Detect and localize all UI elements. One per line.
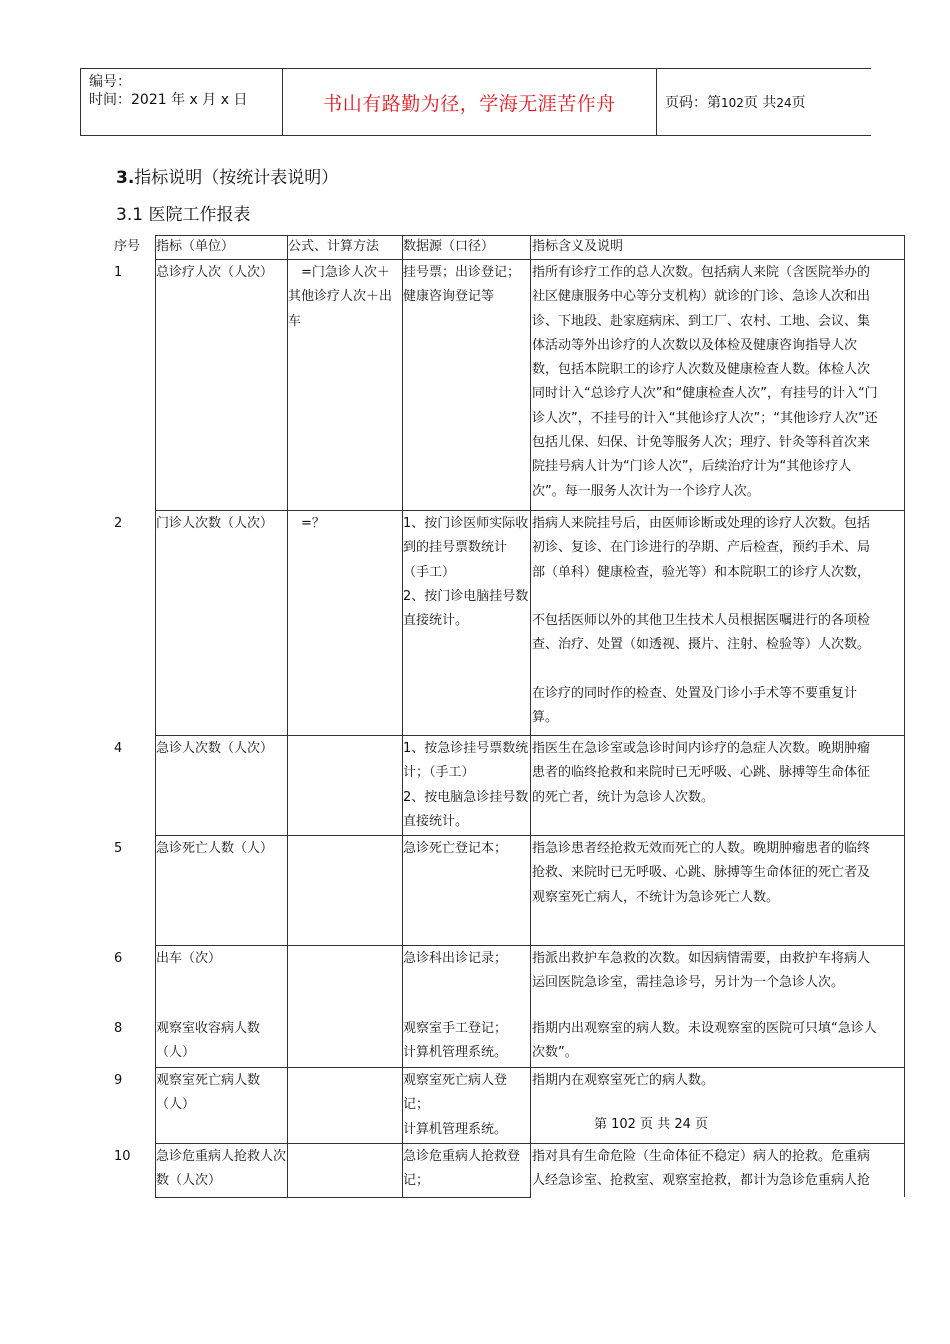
cell-indicator: 总诊疗人次（人次） [156,265,274,280]
section-title [116,163,338,188]
cell-no: 9 [114,1073,123,1088]
page-info [657,92,806,112]
page-number: 102 [721,96,744,110]
page-header [80,68,871,136]
grid-hline [155,1197,531,1198]
cell-no: 5 [114,841,123,856]
cell-indicator: 急诊人次数（人次） [156,741,274,756]
cell-indicator: 观察室死亡病人数 （人） [156,1073,261,1113]
grid-hline [155,259,904,260]
grid-vline [530,235,531,1197]
cell-source: 急诊死亡登记本； [403,841,508,856]
cell-no: 1 [114,265,123,280]
cell-desc: 指病人来院挂号后，由医师诊断或处理的诊疗人次数。包括 初诊、复诊、在门诊进行的孕期、产后检查，预约手术、局 部（单科）健康检查，验光等）和本院职工的诊疗人次数， 不包括医师以外的其他卫生技术人员根据医嘱进行的各项检 查、治疗、处置（如透视、摄片、注射、检验等）人次数。 在诊疗的同时作的检查、处置及门诊小手术等不要重复计 算。 [532,516,871,726]
cell-source: 挂号票；出诊登记； 健康咨询登记等 [403,265,521,305]
column-header: 指标含义及说明 [532,239,624,254]
cell-no: 2 [114,516,123,531]
cell-no: 10 [114,1149,131,1164]
header-meta [81,69,283,135]
cell-source: 观察室死亡病人登 记； 计算机管理系统。 [403,1073,508,1137]
cell-indicator: 出车（次） [156,951,222,966]
column-header: 序号 [114,239,141,254]
page-footer: 第 102 页 共 24 页 [594,1117,709,1132]
cell-indicator: 急诊危重病人抢救人次 数（人次） [156,1149,287,1189]
cell-desc: 指对具有生命危险（生命体征不稳定）病人的抢救。危重病 人经急诊室、抢救室、观察室抢救，都计为急诊危重病人抢 [532,1149,871,1189]
cell-source: 观察室手工登记； 计算机管理系统。 [403,1021,508,1061]
cell-source: 1、按门诊医师实际收 到的挂号票数统计 （手工） 2、按门诊电脑挂号数 直接统计。 [403,516,529,629]
section-title-text: 指标说明（按统计表说明） [134,168,339,188]
cell-desc: 指期内出观察室的病人数。未设观察室的医院可只填“急诊人 次数”。 [532,1021,877,1061]
cell-source: 1、按急诊挂号票数统 计；（手工） 2、按电脑急诊挂号数 直接统计。 [403,741,529,829]
grid-hline [155,735,904,736]
cell-indicator: 急诊死亡人数（人） [156,841,274,856]
cell-source: 急诊危重病人抢救登 记； [403,1149,521,1189]
cell-indicator: 门诊人次数（人次） [156,516,274,531]
subsection-title: 3.1 医院工作报表 [116,205,251,225]
page-suffix: 页 [791,95,806,111]
cell-desc: 指医生在急诊室或急诊时间内诊疗的急症人次数。晚期肿瘤 患者的临终抢救和来院时已无呼吸、心跳、脉搏等生命体征 的死亡者，统计为急诊人次数。 [532,741,871,805]
page-mid: 页 共 [743,95,777,111]
column-header: 指标（单位） [156,239,235,254]
cell-desc: 指急诊患者经抢救无效而死亡的人数。晚期肿瘤患者的临终 抢救、来院时已无呼吸、心跳、脉搏等生命体征的死亡者及 观察室死亡病人，不统计为急诊死亡人数。 [532,841,871,905]
grid-hline [155,510,904,511]
column-header: 公式、计算方法 [288,239,380,254]
page-prefix: 页码：第 [665,95,721,111]
cell-desc: 指所有诊疗工作的总人次数。包括病人来院（含医院举办的 社区健康服务中心等分支机构）就诊的门诊、急诊人次和出 诊、下地段、赴家庭病床、到工厂、农村、工地、会议、集 体活动等外出诊疗的人次数以及体检及健康咨询指导人次 数，包括本院职工的诊疗人次数及健康检查人数。体检人次 同时计入“总诊疗人次”和“健康检查人次”，有挂号的计入“门 诊人次”，不挂号的计入“其他诊疗人次”；“其他诊疗人次”还 包括儿保、妇保、计免等服务人次；理疗、针灸等科首次来 院挂号病人计为“门诊人次”，后续治疗计为“其他诊疗人 次”。每一服务人次计为一个诊疗人次。 [532,265,878,499]
section-number: 3. [116,168,135,188]
cell-formula: =？ [288,516,325,531]
cell-desc: 指派出救护车急救的次数。如因病情需要，由救护车将病人 运回医院急诊室，需挂急诊号，另计为一个急诊人次。 [532,951,871,991]
page-total: 24 [776,96,792,110]
grid-vline [402,235,403,1197]
grid-hline [155,1143,904,1144]
grid-vline [904,235,905,1197]
cell-no: 6 [114,951,123,966]
grid-hline [155,235,904,236]
cell-source: 急诊科出诊记录； [403,951,508,966]
grid-vline [287,235,288,1197]
grid-vline [155,235,156,1197]
cell-no: 4 [114,741,123,756]
header-motto-cell [283,69,657,135]
number-label: 编号： [89,74,131,90]
header-page-cell [657,69,871,135]
grid-hline [155,835,904,836]
cell-indicator: 观察室收容病人数 （人） [156,1021,261,1061]
grid-hline [155,1067,904,1068]
cell-formula: =门急诊人次＋ 其他诊疗人次＋出 车 [288,265,393,329]
grid-hline [155,945,904,946]
motto: 书山有路勤为径，学海无涯苦作舟 [323,92,616,115]
cell-no: 8 [114,1021,123,1036]
column-header: 数据源（口径） [403,239,495,254]
cell-desc: 指期内在观察室死亡的病人数。 [532,1073,715,1088]
time-label: 时间：2021 年 x 月 x 日 [89,92,248,108]
